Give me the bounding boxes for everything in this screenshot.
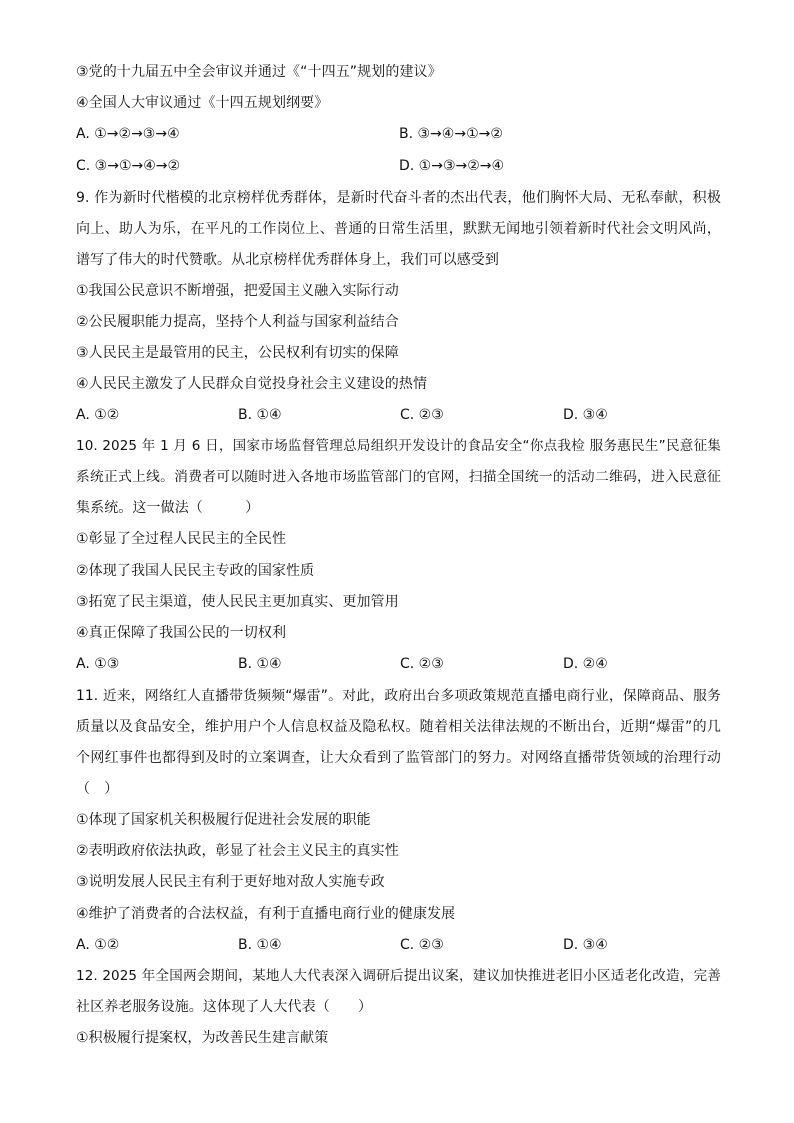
- q9-option-c: C. ②③: [400, 407, 444, 423]
- q10-item-1: ①彰显了全过程人民民主的全民性: [76, 531, 287, 547]
- q11-option-d: D. ③④: [563, 937, 608, 953]
- q10-stem-line-1: 10. 2025 年 1 月 6 日，国家市场监督管理总局组织开发设计的食品安全“你点我检 服务惠民生”民意征集: [76, 438, 721, 454]
- q8-option-b: B. ③→④→①→②: [399, 126, 503, 142]
- q11-option-a: A. ①②: [76, 937, 120, 953]
- q11-item-1: ①体现了国家机关积极履行促进社会发展的职能: [76, 812, 371, 828]
- q10-option-c: C. ②③: [400, 656, 444, 672]
- q11-stem-line-3: 个网红事件也都得到及时的立案调查，让大众看到了监管部门的努力。对网络直播带货领域的治理行动: [76, 750, 721, 766]
- q11-item-4: ④维护了消费者的合法权益，有利于直播电商行业的健康发展: [76, 906, 456, 922]
- q8-item-4: ④全国人大审议通过《十四五规划纲要》: [76, 95, 329, 111]
- q9-item-2: ②公民履职能力提高，坚持个人利益与国家利益结合: [76, 314, 399, 330]
- q9-item-1: ①我国公民意识不断增强，把爱国主义融入实际行动: [76, 283, 399, 299]
- q10-stem-line-3: 集系统。这一做法（ ）: [76, 500, 260, 516]
- q11-stem-line-2: 质量以及食品安全，维护用户个人信息权益及隐私权。随着相关法律法规的不断出台，近期“爆雷”的几: [76, 719, 721, 735]
- q9-option-d: D. ③④: [563, 407, 608, 423]
- q11-option-b: B. ①④: [238, 937, 282, 953]
- q10-option-b: B. ①④: [238, 656, 282, 672]
- q9-stem-line-1: 9. 作为新时代楷模的北京榜样优秀群体，是新时代奋斗者的杰出代表，他们胸怀大局、无私奉献，积极: [76, 190, 721, 206]
- q11-option-c: C. ②③: [400, 937, 444, 953]
- q10-item-2: ②体现了我国人民民主专政的国家性质: [76, 563, 315, 579]
- q9-item-3: ③人民民主是最管用的民主，公民权利有切实的保障: [76, 345, 399, 361]
- q9-item-4: ④人民民主激发了人民群众自觉投身社会主义建设的热情: [76, 376, 428, 392]
- q10-option-d: D. ②④: [563, 656, 608, 672]
- q8-option-d: D. ①→③→②→④: [399, 158, 505, 174]
- q12-stem-line-1: 12. 2025 年全国两会期间，某地人大代表深入调研后提出议案，建议加快推进老旧小区适老化改造，完善: [76, 968, 721, 984]
- q12-stem-line-2: 社区养老服务设施。这体现了人大代表（ ）: [76, 999, 373, 1015]
- q9-stem-line-2: 向上、助人为乐，在平凡的工作岗位上、普通的日常生活里，默默无闻地引领着新时代社会文明风尚，: [76, 221, 721, 237]
- q11-stem-line-1: 11. 近来，网络红人直播带货频频“爆雷”。对此，政府出台多项政策规范直播电商行业，保障商品、服务: [76, 688, 721, 704]
- q8-option-a: A. ①→②→③→④: [76, 126, 180, 142]
- q9-option-a: A. ①②: [76, 407, 120, 423]
- q8-item-3: ③党的十九届五中全会审议并通过《“十四五”规划的建议》: [76, 64, 442, 80]
- q10-item-4: ④真正保障了我国公民的一切权利: [76, 625, 287, 641]
- q9-stem-line-3: 谱写了伟大的时代赞歌。从北京榜样优秀群体身上，我们可以感受到: [76, 252, 499, 268]
- q11-item-2: ②表明政府依法执政，彰显了社会主义民主的真实性: [76, 843, 399, 859]
- q10-item-3: ③拓宽了民主渠道，使人民民主更加真实、更加管用: [76, 594, 399, 610]
- q9-option-b: B. ①④: [238, 407, 282, 423]
- q8-option-c: C. ③→①→④→②: [76, 158, 181, 174]
- q11-stem-line-4: （ ）: [76, 781, 119, 797]
- q12-item-1: ①积极履行提案权，为改善民生建言献策: [76, 1030, 329, 1046]
- q10-option-a: A. ①③: [76, 656, 120, 672]
- q10-stem-line-2: 系统正式上线。消费者可以随时进入各地市场监管部门的官网，扫描全国统一的活动二维码，进入民意征: [76, 469, 721, 485]
- q11-item-3: ③说明发展人民民主有利于更好地对敌人实施专政: [76, 874, 385, 890]
